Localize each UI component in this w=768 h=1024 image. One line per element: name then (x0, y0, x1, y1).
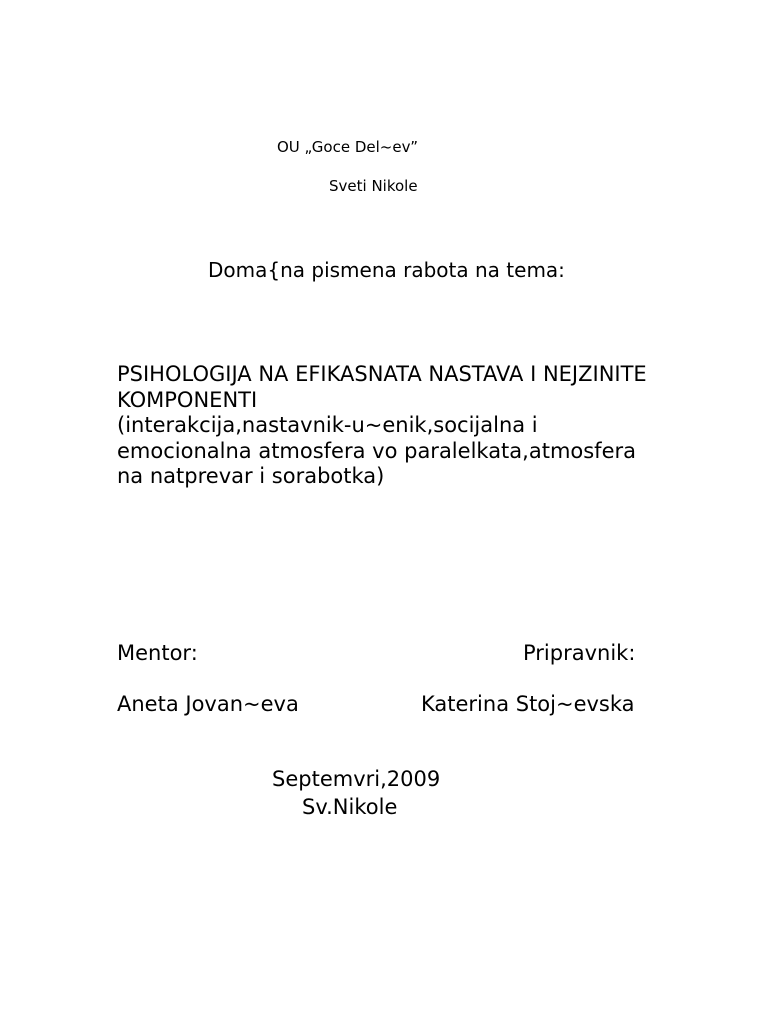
document-title (117, 362, 717, 490)
title-line: PSIHOLOGIJA NA EFIKASNATA NASTAVA I NEJZINITE (117, 362, 647, 386)
document-place: Sv.Nikole (302, 795, 398, 819)
document-subtitle: Doma{na pismena rabota na tema: (208, 258, 565, 282)
mentor-name: Aneta Jovan~eva (117, 692, 299, 716)
title-line: KOMPONENTI (117, 387, 258, 412)
title-line: (interakcija,nastavnik-u~enik,socijalna i (117, 413, 538, 437)
title-line: emocionalna atmosfera vo paralelkata,atmosfera (117, 438, 637, 463)
mentor-label: Mentor: (117, 641, 198, 665)
document-date: Septemvri,2009 (272, 767, 441, 791)
intern-label: Pripravnik: (523, 641, 636, 665)
title-line: na natprevar i sorabotka) (117, 464, 385, 488)
intern-name: Katerina Stoj~evska (421, 692, 635, 716)
school-city: Sveti Nikole (329, 177, 418, 195)
school-name: OU „Goce Del~ev” (277, 138, 418, 156)
